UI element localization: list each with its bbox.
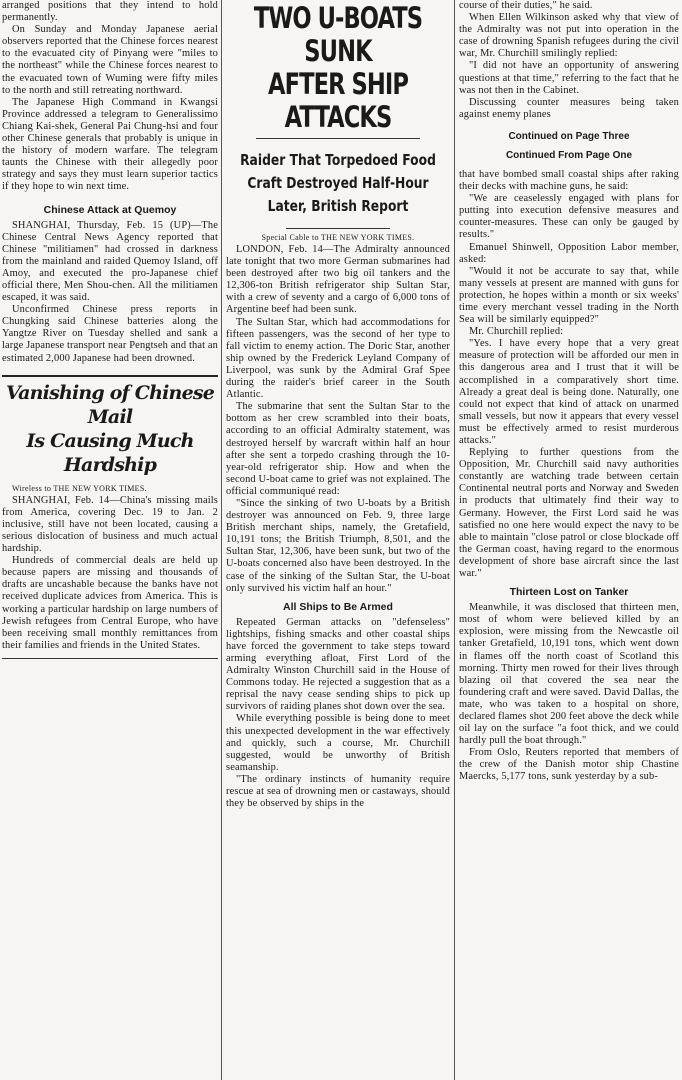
deck-line: Craft Destroyed Half-Hour [247,174,429,192]
continued-on-label: Continued on Page Three [508,130,630,142]
paragraph: Mr. Churchill replied: [469,326,564,338]
paragraph: The submarine that sent the Sultan Star to the bottom as her crew scrambled into their boats, according to an official Admiralty statement, was destroyed herself by warcraft within half an hour after she sent a torpedo crashing through the 10-year-old refrigerator ship. How and when the second U-boat came to grief was not explained. The official communiqué read: [226,401,450,497]
paragraph: course of their duties," he said. [459,0,593,11]
column-rule [221,0,222,1080]
subhead-tanker: Thirteen Lost on Tanker [509,586,629,599]
headline-line: Vanishing of Chinese Mail [5,381,215,428]
column-center [226,0,450,1080]
paragraph: When Ellen Wilkinson asked why that view of the Admiralty was not put into operation in the case of drowning Spanish refugees during the civil war, Mr. Churchill smilingly replied: [459,12,679,60]
paragraph: "The ordinary instincts of humanity require rescue at sea of drowning men or castaways, should they be observed by ships in the [226,773,450,810]
article-chinese-mail [2,483,218,652]
paragraph: The Sultan Star, which had accommodations for fifteen passengers, was the second of her type to fall victim to enemy action. The Doric Star, another ship owned by the Frederick Leyland Company of Liverpool, was sunk by the Admiral Graf Spee during the raider's brief career in the South Atlantic. [226,316,450,401]
article-tanker [459,602,679,783]
article-continuation [459,0,679,121]
headline-line: AFTER SHIP ATTACKS [267,67,408,134]
subhead-armed: All Ships to Be Armed [283,600,393,613]
deck-line: Later, British Report [267,197,409,215]
paragraph: On Sunday and Monday Japanese aerial observers reported that the Chinese forces nearest to the evacuated city of Pinyang were "miles to the northeast" while the Chinese forces nearest to the evacuated town of Wuming were fifty miles to the north and still retreating northward. [2,24,218,96]
headline-chinese-mail [2,381,218,477]
deck-line: Raider That Torpedoed Food [240,151,436,169]
paragraph: From Oslo, Reuters reported that members of the crew of the Danish motor ship Chastine Maercks, 5,177 tons, sunk yesterday by a sub- [459,747,679,783]
headline-line: TWO U-BOATS SUNK [253,1,423,68]
article-china-war [2,0,218,194]
paragraph: Discussing counter measures being taken against enemy planes [459,96,679,120]
column-left [2,0,218,1080]
paragraph: "Yes. I have every hope that a very great measure of protection will be afforded our men in this dangerous area and I trust that it will be accomplished in a comparatively short time. Already a great deal is being done. Naturally, one could not expect that kind of attack on unarmed small vessels, but now it appears that every vessel must be effectively armed to resist murderous attacks." [459,338,679,446]
paragraph: "We are ceaselessly engaged with plans for putting into execution defensive measures and counter-measures. These can only be gauged by results." [459,193,679,241]
divider [286,228,390,229]
article-u-boats [226,244,450,595]
paragraph: The Japanese High Command in Kwangsi Province addressed a telegram to Generalissimo Chiang Kai-shek, General Pai Chung-hsi and four other Chinese generals that probably is unique in the history of modern warfare. The telegram taunts the Chinese with their allegedly poor strategy and says they must learn superior tactics if they hope to win next time. [2,96,218,193]
column-right [459,0,679,1080]
paragraph: Unconfirmed Chinese press reports in Chungking said Chinese batteries along the Yangtze River on Tuesday shelled and sank a large Japanese transport near Pengtseh and that an estimated 2,000 Japanese had been drowned. [2,304,218,364]
headline-line: Is Causing Much Hardship [26,429,194,476]
paragraph: Meanwhile, it was disclosed that thirteen men, most of whom were believed killed by an explosion, were missing from the Newcastle oil tanker Gretafield, 10,191 tons, which went down in flames off the north coast of Scotland this morning. Thirty men rowed for their lives through blazing oil that covered the sea near the foundering craft and were saved. David Dallas, the mate, who was taken to a hospital on shore, declared flames shot 200 feet above the deck while oil lay on the surface "a foot thick, and we could hardly pull the boat through." [459,602,679,747]
divider [2,375,218,377]
dateline-credit: Special Cable to THE NEW YORK TIMES. [261,233,415,242]
paragraph: Emanuel Shinwell, Opposition Labor member, asked: [459,241,679,265]
paragraph: Hundreds of commercial deals are held up because papers are missing and thousands of drafts are uncashable because the banks have not received duplicate advices from America. This is working a particular hardship on large numbers of Jewish refugees from Central Europe, who have been receiving small monthly remittances from their families and friends in the United States. [2,555,218,651]
paragraph: SHANGHAI, Feb. 14—China's missing mails from America, covering Dec. 19 to Jan. 2 inclusive, still have not been located, causing a serious dislocation of business and much actual hardship. [2,494,218,555]
paragraph: LONDON, Feb. 14—The Admiralty announced late tonight that two more German submarines had been destroyed after two big oil tankers and the 12,306-ton British refrigerator ship Sultan Star, with a crew of seventy and a cargo of 6,000 tons of Argentine beef had been sunk. [226,244,450,316]
continued-from-label: Continued From Page One [505,149,633,161]
column-rule [454,0,455,1080]
paragraph: SHANGHAI, Thursday, Feb. 15 (UP)—The Chinese Central News Agency reported that Chinese "militiamen" had crossed in darkness from the mainland and raided Quemoy Island, off Amoy, and executed the pro-Japanese chief official there, Men Shou-chen. All the militiamen escaped, it was said. [2,219,218,304]
deck-headline [240,149,437,218]
divider [256,138,420,139]
paragraph: Replying to further questions from the Opposition, Mr. Churchill said navy authorities constantly are watching trade between certain Continental neutral ports and Norway and Sweden in products that ultimately find their way to Germany. However, the First Lord said he was satisfied no one here would expect the navy to be able to maintain "close patrol or close blockade off the German coast, having regard to the enormous development of shore base aircraft since the last war." [459,447,679,580]
paragraph: that have bombed small coastal ships after raking their decks with machine guns, he said: [459,168,679,193]
paragraph: While everything possible is being done to meet this unexpected development in the war effectively and quickly, such a course, Mr. Churchill suggested, would be unworthy of British seamanship. [226,713,450,773]
paragraph: "I did not have an opportunity of answering questions at that time," referring to the fact that he was not then in the Cabinet. [459,60,679,96]
article-continued [459,169,679,580]
paragraph: Repeated German attacks on "defenseless" lightships, fishing smacks and other coastal ships have forced the government to take steps toward arming everything afloat, First Lord of the Admiralty Winston Churchill said in the House of Commons today. He rejected a suggestion that as a reprisal the navy cease sending ships to pick up survivors of raiding planes shot down over the sea. [226,616,450,713]
subhead-quemoy: Chinese Attack at Quemoy [43,203,177,216]
wireless-credit: Wireless to THE NEW YORK TIMES. [12,483,147,493]
divider [2,658,218,659]
paragraph: arranged positions that they intend to hold permanently. [2,0,218,24]
article-quemoy [2,220,218,365]
paragraph: "Since the sinking of two U-boats by a British destroyer was announced on Feb. 9, three large British merchant ships, namely, the Gretafield, 10,191 tons; the British Triumph, 8,501, and the Sultan Star, 12,306, have been sunk, but two of the U-boats concerned also have been destroyed. In the case of the sinking of the Sultan Star, the U-boat only survived his victim half an hour." [226,497,450,594]
headline-u-boats [227,2,449,134]
article-armed [226,617,450,811]
paragraph: "Would it not be accurate to say that, while many vessels at present are manned with guns for protection, he hopes within a month or six weeks' time every merchant vessel trading in the North Sea will be similarly equipped?" [459,265,679,326]
